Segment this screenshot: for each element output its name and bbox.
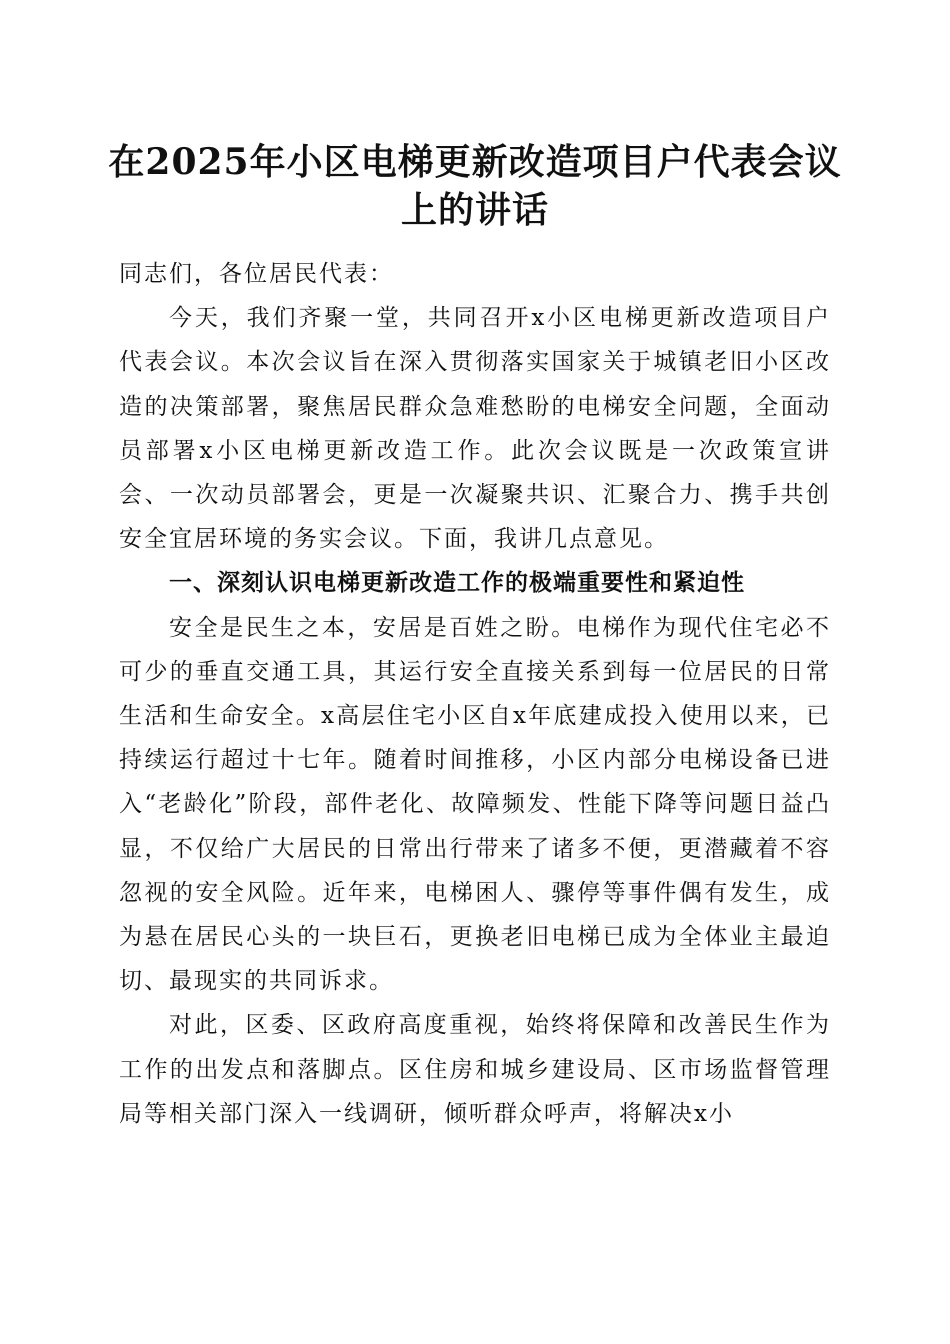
paragraph-government: 对此，区委、区政府高度重视，始终将保障和改善民生作为工作的出发点和落脚点。区住房和城乡建设局、区市场监督管理局等相关部门深入一线调研，倾听群众呼声，将解决x小 (119, 1012, 831, 1127)
document-body (119, 252, 831, 1136)
salutation: 同志们，各位居民代表： (119, 261, 394, 287)
section-heading: 一、深刻认识电梯更新改造工作的极端重要性和紧迫性 (169, 570, 745, 597)
paragraph-intro: 今天，我们齐聚一堂，共同召开x小区电梯更新改造项目户代表会议。本次会议旨在深入贯彻落实国家关于城镇老旧小区改造的决策部署，聚焦居民群众急难愁盼的电梯安全问题，全面动员部署x小区电梯更新改造工作。此次会议既是一次政策宣讲会、一次动员部署会，更是一次凝聚共识、汇聚合力、携手共创安全宜居环境的务实会议。下面，我讲几点意见。 (119, 305, 831, 553)
document-title (100, 138, 850, 234)
title-line-2: 上的讲话 (400, 189, 549, 231)
title-line-1: 在2025年小区电梯更新改造项目户代表会议 (108, 141, 842, 183)
paragraph-safety: 安全是民生之本，安居是百姓之盼。电梯作为现代住宅必不可少的垂直交通工具，其运行安全直接关系到每一位居民的日常生活和生命安全。x高层住宅小区自x年底建成投入使用以来，已持续运行超过十七年。随着时间推移，小区内部分电梯设备已进入“老龄化”阶段，部件老化、故障频发、性能下降等问题日益凸显，不仅给广大居民的日常出行带来了诸多不便，更潜藏着不容忽视的安全风险。近年来，电梯困人、骤停等事件偶有发生，成为悬在居民心头的一块巨石，更换老旧电梯已成为全体业主最迫切、最现实的共同诉求。 (119, 614, 831, 995)
